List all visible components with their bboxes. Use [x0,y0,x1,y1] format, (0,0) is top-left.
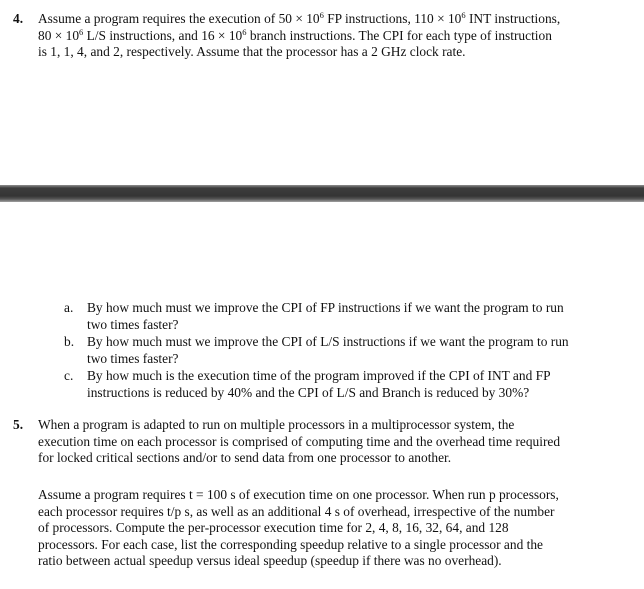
subitem-letter: b. [64,334,75,350]
subitem-text: By how much must we improve the CPI of FP instructions if we want the program to run two times faster? [87,300,564,332]
problem-4-line: is 1, 1, 4, and 2, respectively. Assume that the processor has a 2 GHz clock rate. [38,44,466,60]
subitem-a [0,300,644,333]
subitem-c [0,368,644,401]
problem-4-line: $80 \times 10^6$ L/S instructions, and $16 \times 10^6$ branch instructions. The CPI for each type of instruction [38,26,552,43]
problem-5-paragraph-2: Assume a program requires t = 100 s of execution time on one processor. When run p processors, each processor requires t/p s, as well as an additional 4 s of overhead, irrespective of the number of processors. Compute the per-processor execution time for 2, 4, 8, 16, 32, 64, and 128 processors. For each case, list the corresponding speedup relative to a single processor and the ratio between actual speedup versus ideal speedup (speedup if there was no overhead). [38,487,559,569]
subitem-b [0,334,644,367]
subitem-text: By how much must we improve the CPI of L/S instructions if we want the program to run two times faster? [87,334,569,366]
subitem-letter: c. [64,368,74,384]
subitem-letter: a. [64,300,74,315]
subitem-text: By how much is the execution time of the program improved if the CPI of INT and FP instructions is reduced by 40% and the CPI of L/S and Branch is reduced by 30%? [87,368,551,400]
problem-5-paragraph-1: When a program is adapted to run on multiple processors in a multiprocessor system, the execution time on each processor is comprised of computing time and the overhead time required for locked critical sections and/or to send data from one processor to another. [38,417,561,466]
page-divider-bar [0,185,644,202]
problem-4-text [38,11,638,61]
problem-5-number: 5. [13,417,24,432]
problem-4-subitems [0,300,644,403]
problem-4-line: Assume a program requires the execution of $50 \times 10^6$ FP instructions, $110 \times 10^6$ INT instructions, [38,10,561,26]
problem-4-number: 4. [13,11,24,26]
